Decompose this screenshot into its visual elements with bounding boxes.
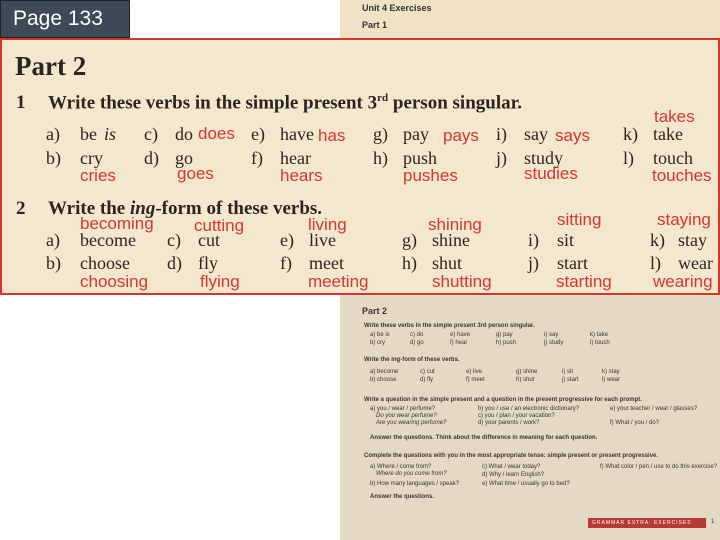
q2-f-word: meet xyxy=(309,253,344,273)
thumb-q3-b: b) you / use / an electronic dictionary? xyxy=(478,406,580,412)
q2-e-word: live xyxy=(309,230,336,250)
thumb-q2-h: h) shut xyxy=(516,377,535,383)
thumb-q1-d: d) go xyxy=(410,340,424,346)
thumb-q4-d: d) Why / learn English? xyxy=(482,472,545,478)
q1-b-word: cry xyxy=(80,148,103,168)
thumb-q2-c: c) cut xyxy=(420,369,435,375)
answer-wearing: wearing xyxy=(653,272,713,291)
thumb-q2-g: g) shine xyxy=(516,369,538,375)
answer-choosing: choosing xyxy=(80,272,149,291)
thumb-q2-e: e) live xyxy=(466,369,483,375)
thumb-q1-b: b) cry xyxy=(370,340,385,346)
q2-instruction: Write the ing-form of these verbs. xyxy=(48,198,323,219)
thumb-footer: GRAMMAR EXTRA: EXERCISES xyxy=(592,520,692,526)
answer-shutting: shutting xyxy=(432,272,492,291)
answer-has: has xyxy=(318,126,346,145)
q2-j-word: start xyxy=(557,253,588,273)
thumb-q2-d: d) fly xyxy=(420,377,434,383)
page-label: Page 133 xyxy=(0,0,130,38)
q2-number: 2 xyxy=(16,198,26,219)
q1-a-example: is xyxy=(104,124,117,144)
answer-studies: studies xyxy=(524,164,578,183)
q2-i-label: i) xyxy=(528,230,539,250)
q1-g-label: g) xyxy=(373,124,388,144)
q2-f-label: f) xyxy=(280,253,292,273)
q2-e-label: e) xyxy=(280,230,294,250)
thumb-q3-d: d) your parents / work? xyxy=(478,420,540,426)
thumb-q2-i: i) sit xyxy=(562,369,573,375)
q1-instruction: Write these verbs in the simple present 3rd person singular. xyxy=(48,92,523,114)
q2-g-label: g) xyxy=(402,230,417,250)
answer-says: says xyxy=(555,126,590,145)
thumb-q2: Write the ing-form of these verbs. xyxy=(364,357,460,363)
q2-d-label: d) xyxy=(167,253,182,273)
thumb-q3-note: Answer the questions. Think about the difference in meaning for each question. xyxy=(370,435,598,441)
q2-d-word: fly xyxy=(198,253,218,273)
q1-f-word: hear xyxy=(280,148,311,168)
q1-j-label: j) xyxy=(496,148,507,168)
thumb-q1-a: a) be is xyxy=(370,332,390,338)
thumb-q4-b: b) How many languages / speak? xyxy=(370,481,460,487)
q1-j-word: study xyxy=(524,148,564,168)
q2-c-word: cut xyxy=(198,230,220,250)
thumb-q2-l: l) wear xyxy=(602,377,621,383)
answer-cries: cries xyxy=(80,166,116,185)
q1-a-label: a) xyxy=(46,124,60,144)
answer-hears: hears xyxy=(280,166,323,185)
thumb-q4-a2: Where do you come from? xyxy=(376,471,447,477)
q1-h-label: h) xyxy=(373,148,388,168)
q1-e-label: e) xyxy=(251,124,265,144)
thumb-q1-l: l) touch xyxy=(590,340,610,346)
q1-c-word: do xyxy=(175,124,193,144)
unit-header: Unit 4 Exercises xyxy=(362,3,432,13)
q2-c-label: c) xyxy=(167,230,181,250)
thumb-q1-f: f) hear xyxy=(450,340,468,346)
q1-d-label: d) xyxy=(144,148,159,168)
q1-i-word: say xyxy=(524,124,548,144)
q2-h-label: h) xyxy=(402,253,417,273)
q2-k-word: stay xyxy=(678,230,707,250)
thumb-q4-e: e) What time / usually go to bed? xyxy=(482,481,570,487)
answer-cutting: cutting xyxy=(194,216,245,235)
q2-b-word: choose xyxy=(80,253,130,273)
q1-g-word: pay xyxy=(403,124,429,144)
q1-i-label: i) xyxy=(496,124,507,144)
thumb-q2-a: a) become xyxy=(370,369,399,375)
thumb-q4: Complete the questions with you in the most appropriate tense: simple present or present progressive. xyxy=(364,453,659,459)
q1-a-word: be xyxy=(80,124,97,144)
thumb-q1: Write these verbs in the simple present 3rd person singular. xyxy=(364,323,535,329)
q1-number: 1 xyxy=(16,92,26,113)
q1-b-label: b) xyxy=(46,148,61,168)
thumb-q2-f: f) meet xyxy=(466,377,485,383)
q2-a-label: a) xyxy=(46,230,60,250)
answer-flying: flying xyxy=(200,272,240,291)
thumb-q4-a: a) Where / come from? xyxy=(370,464,432,470)
thumb-q4-c: c) What / wear today? xyxy=(482,464,541,470)
answer-pushes: pushes xyxy=(403,166,458,185)
answer-sitting: sitting xyxy=(557,210,602,229)
thumb-q3-e: e) your teacher / wear / glasses? xyxy=(610,406,698,412)
thumb-q1-i: i) say xyxy=(544,332,559,338)
answer-shining: shining xyxy=(428,215,482,234)
thumb-q1-e: e) have xyxy=(450,332,471,338)
thumb-q1-c: c) do xyxy=(410,332,424,338)
thumb-q1-j: j) study xyxy=(544,340,564,346)
q2-g-word: shine xyxy=(432,230,470,250)
thumb-q2-k: k) stay xyxy=(602,369,620,375)
thumb-q3-a1: Do you wear perfume? xyxy=(376,413,437,419)
q1-c-label: c) xyxy=(144,124,158,144)
answer-pays: pays xyxy=(443,126,479,145)
thumb-q1-h: h) push xyxy=(496,340,517,346)
answer-staying: staying xyxy=(657,210,711,229)
answer-takes: takes xyxy=(654,107,695,126)
q2-j-label: j) xyxy=(528,253,539,273)
thumb-q3-c: c) you / plan / your vacation? xyxy=(478,413,555,419)
q2-l-label: l) xyxy=(650,253,661,273)
thumb-q2-j: j) start xyxy=(562,377,579,383)
q1-k-word: take xyxy=(653,124,683,144)
q2-h-word: shut xyxy=(432,253,463,273)
q2-i-word: sit xyxy=(557,230,575,250)
thumb-q3: Write a question in the simple present and a question in the present progressive for each prompt. xyxy=(364,397,642,403)
answer-touches: touches xyxy=(652,166,712,185)
thumb-q3-f: f) What / you / do? xyxy=(610,420,660,426)
answer-living: living xyxy=(308,215,347,234)
q1-f-label: f) xyxy=(251,148,263,168)
answer-does: does xyxy=(198,124,235,143)
thumb-page-number: 1 xyxy=(711,519,715,525)
thumb-q3-a: a) you / wear / perfume? xyxy=(370,406,436,412)
thumb-q4-note: Answer the questions. xyxy=(370,494,435,500)
answer-meeting: meeting xyxy=(308,272,369,291)
thumb-title: Part 2 xyxy=(362,306,388,316)
thumb-q1-k: k) take xyxy=(590,332,609,338)
part2-panel xyxy=(0,38,720,295)
thumb-q1-g: g) pay xyxy=(496,332,513,338)
q2-b-label: b) xyxy=(46,253,61,273)
q1-h-word: push xyxy=(403,148,438,168)
q2-a-word: become xyxy=(80,230,136,250)
q1-e-word: have xyxy=(280,124,314,144)
part1-header: Part 1 xyxy=(362,20,388,30)
q1-d-word: go xyxy=(175,148,193,168)
q1-l-word: touch xyxy=(653,148,693,168)
q2-k-label: k) xyxy=(650,230,665,250)
q2-l-word: wear xyxy=(678,253,713,273)
thumb-q3-a2: Are you wearing perfume? xyxy=(376,420,447,426)
q1-l-label: l) xyxy=(623,148,634,168)
thumb-q2-b: b) choose xyxy=(370,377,397,383)
answer-starting: starting xyxy=(556,272,612,291)
answer-becoming: becoming xyxy=(80,214,154,233)
q1-k-label: k) xyxy=(623,124,638,144)
thumb-q4-f: f) What color / pen / use to do this exercise? xyxy=(600,464,718,470)
part-title: Part 2 xyxy=(15,51,87,81)
answer-goes: goes xyxy=(177,164,214,183)
